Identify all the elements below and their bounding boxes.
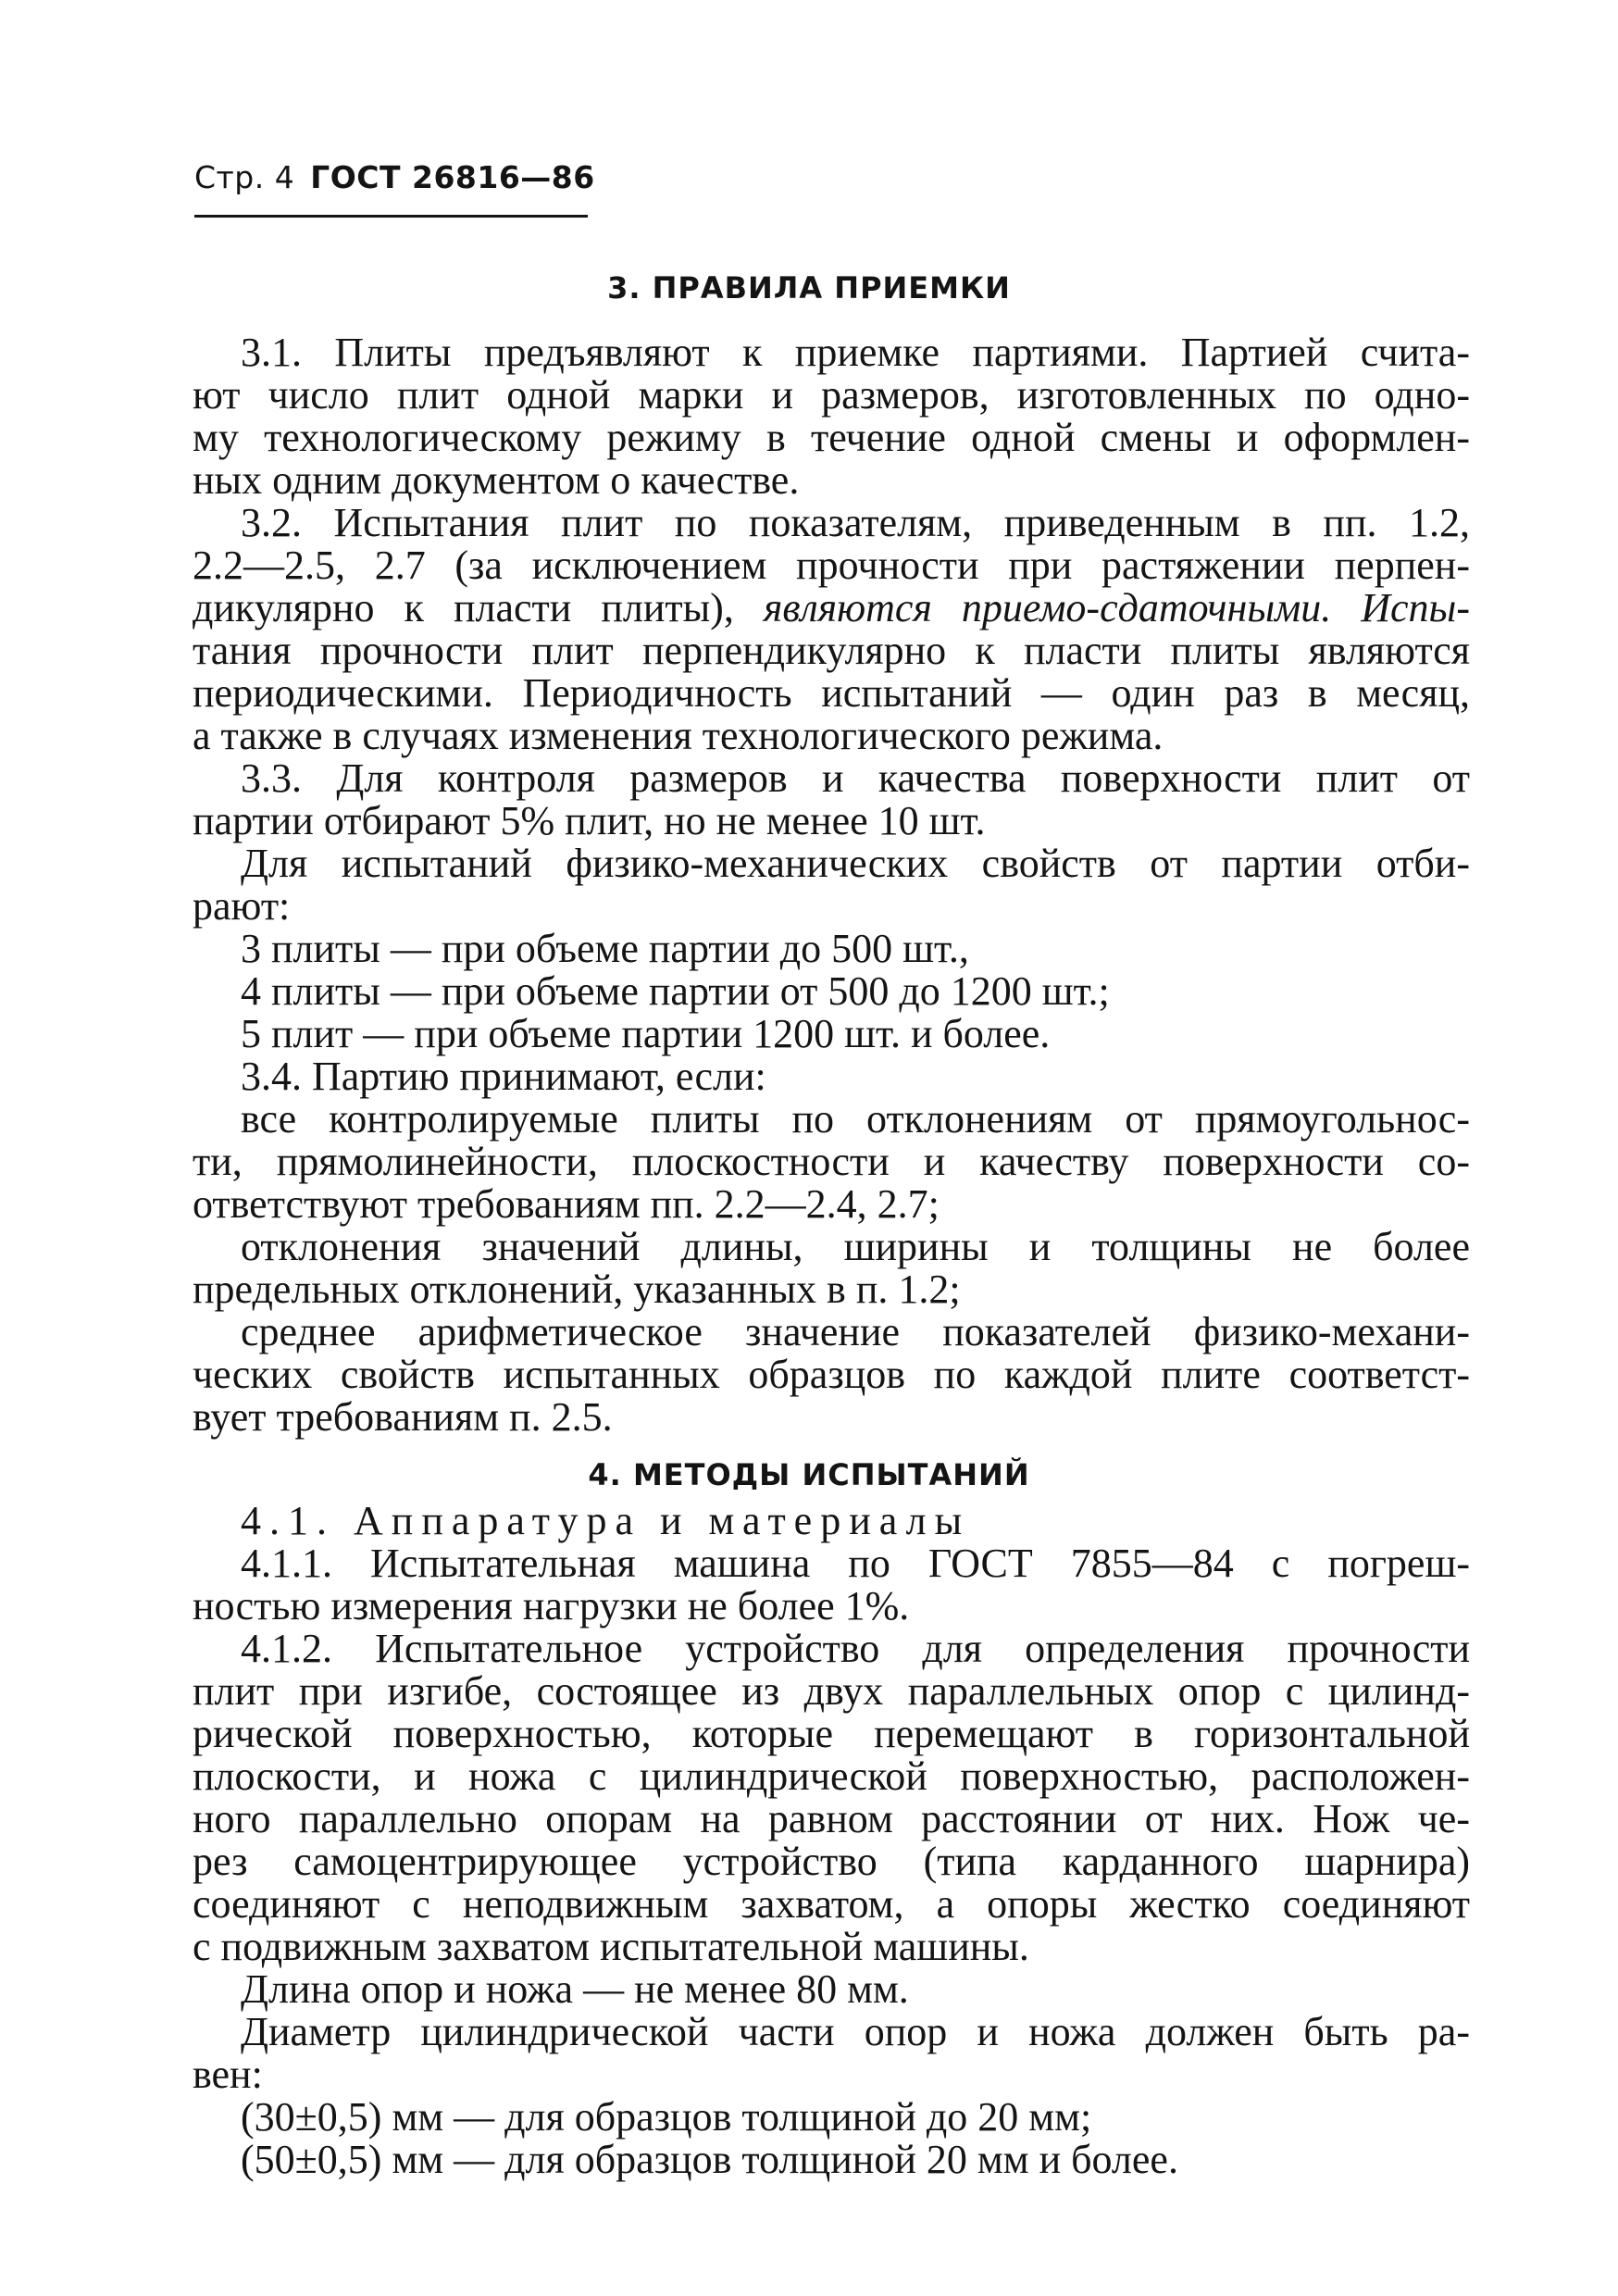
text-italic-part: являются приемо-сдаточными. Испы- — [733, 585, 1470, 630]
text-line: ностью измерения нагрузки не более 1%. — [193, 1583, 910, 1628]
text-line: 3.3. Для контроля размеров и качества поверхности плит от — [241, 755, 1470, 801]
text-line: 4.1.2. Испытательное устройство для определения прочности — [241, 1626, 1470, 1671]
section-4-heading: 4. МЕТОДЫ ИСПЫТАНИЙ — [588, 1457, 1030, 1492]
text-line: Длина опор и ножа — не менее 80 мм. — [241, 1966, 909, 2012]
text-line: а также в случаях изменения технологического режима. — [193, 713, 1164, 758]
page-number: Стр. 4 — [194, 159, 295, 195]
text-line: партии отбирают 5% плит, но не менее 10 шт. — [193, 798, 986, 843]
text-line: му технологическому режиму в течение одной смены и оформлен- — [193, 415, 1470, 460]
text-line: ют число плит одной марки и размеров, изготовленных по одно- — [193, 372, 1470, 418]
text-line: 3.1. Плиты предъявляют к приемке партиями. Партией счита- — [241, 330, 1470, 375]
text-line: тания прочности плит перпендикулярно к пласти плиты являются — [193, 628, 1470, 673]
text-line: 4.1.1. Испытательная машина по ГОСТ 7855—84 с погреш- — [241, 1541, 1470, 1586]
text-line: ческих свойств испытанных образцов по каждой плите соответст- — [193, 1352, 1470, 1397]
text-line: рез самоцентрирующее устройство (типа карданного шарнира) — [193, 1839, 1470, 1884]
text-line: отклонения значений длины, ширины и толщины не более — [241, 1224, 1470, 1269]
text-line: среднее арифметическое значение показателей физико-механи- — [241, 1309, 1470, 1354]
text-line: вует требованиям п. 2.5. — [193, 1394, 613, 1440]
text-line: соединяют с неподвижным захватом, а опоры жестко соединяют — [193, 1881, 1470, 1927]
text-line: вен: — [193, 2052, 263, 2097]
text-line: (50±0,5) мм — для образцов толщиной 20 мм и более. — [241, 2137, 1178, 2182]
section-3-heading: 3. ПРАВИЛА ПРИЕМКИ — [607, 270, 1011, 306]
page-header — [194, 159, 595, 195]
text-line: плит при изгибе, состоящее из двух параллельных опор с цилинд- — [193, 1668, 1470, 1714]
text-line: рической поверхностью, которые перемещают в горизонтальной — [193, 1711, 1470, 1756]
text-line: 4 плиты — при объеме партии от 500 до 1200 шт.; — [241, 968, 1110, 1014]
text-line-mixed — [193, 587, 1470, 630]
header-rule — [194, 215, 588, 218]
text-line: ных одним документом о качестве. — [193, 457, 800, 503]
text-line: Диаметр цилиндрической части опор и ножа должен быть ра- — [241, 2009, 1470, 2054]
text-roman-part: дикулярно к пласти плиты), — [193, 585, 734, 630]
text-line: (30±0,5) мм — для образцов толщиной до 20 мм; — [241, 2094, 1092, 2140]
text-line: 5 плит — при объеме партии 1200 шт. и более. — [241, 1011, 1051, 1056]
subsection-title: 4.1. Аппаратура и материалы — [241, 1498, 971, 1543]
standard-number: ГОСТ 26816—86 — [310, 159, 595, 195]
text-line: 3.2. Испытания плит по показателям, приведенным в пп. 1.2, — [241, 500, 1470, 545]
text-line: предельных отклонений, указанных в п. 1.2; — [193, 1267, 961, 1312]
text-line: периодическими. Периодичность испытаний — один раз в месяц, — [193, 670, 1470, 716]
text-line: плоскости, и ножа с цилиндрической поверхностью, расположен- — [193, 1753, 1470, 1799]
text-line: 3.4. Партию принимают, если: — [241, 1054, 766, 1099]
text-line: ного параллельно опорам на равном расстоянии от них. Нож че- — [193, 1796, 1470, 1841]
text-line: Для испытаний физико-механических свойств от партии отби- — [241, 841, 1470, 886]
text-line: ответствуют требованиям пп. 2.2—2.4, 2.7; — [193, 1181, 940, 1227]
text-line: рают: — [193, 883, 291, 929]
text-line: с подвижным захватом испытательной машины. — [193, 1924, 1029, 1969]
text-line: 3 плиты — при объеме партии до 500 шт., — [241, 926, 969, 971]
text-line: 2.2—2.5, 2.7 (за исключением прочности при растяжении перпен- — [193, 543, 1470, 588]
text-line: все контролируемые плиты по отклонениям от прямоугольнос- — [241, 1096, 1470, 1142]
text-line: ти, прямолинейности, плоскостности и качеству поверхности со- — [193, 1139, 1470, 1184]
